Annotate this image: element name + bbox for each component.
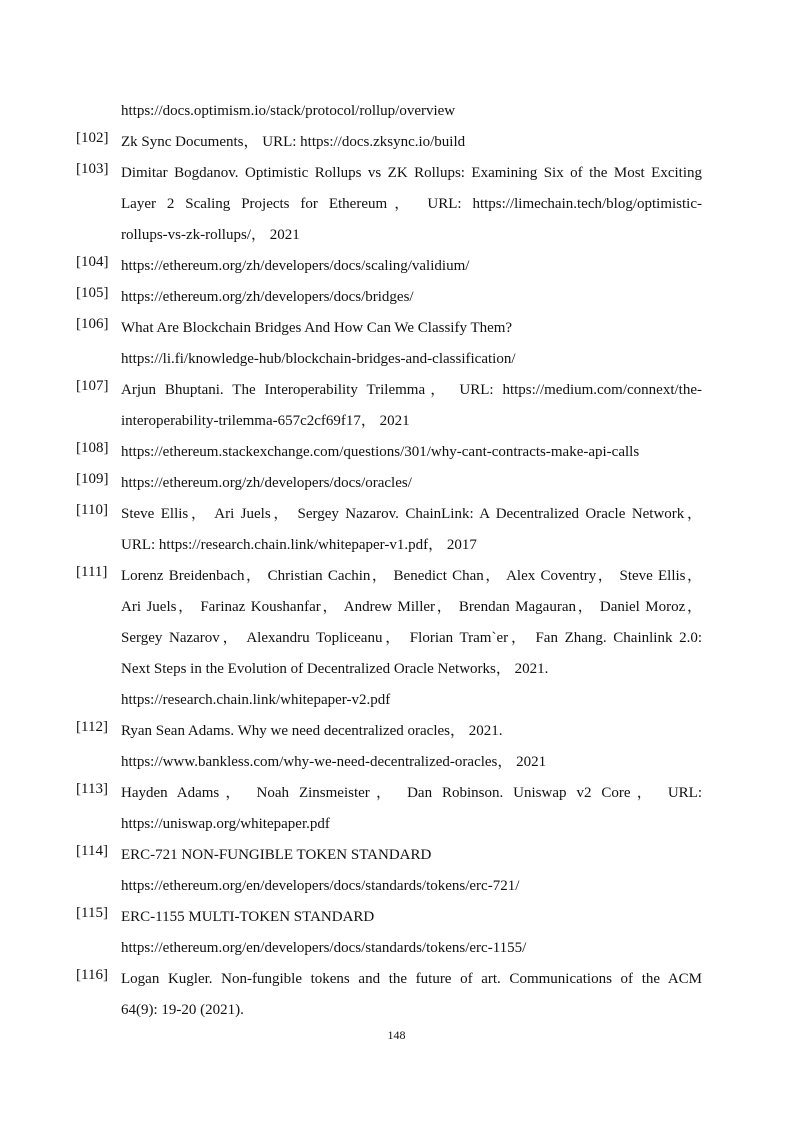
reference-number: [107] [76,378,109,394]
reference-text [121,719,702,781]
reference-line: https://ethereum.org/en/developers/docs/standards/tokens/erc-721/ [121,878,520,894]
reference-line: https://li.fi/knowledge-hub/blockchain-bridges-and-classification/ [121,351,516,367]
reference-line: URL: https://research.chain.link/whitepaper-v1.pdf， 2017 [121,537,477,553]
page-number: 148 [387,1028,406,1042]
reference-list [76,99,702,1029]
reference-line: rollups-vs-zk-rollups/， 2021 [121,227,300,243]
reference-line: https://research.chain.link/whitepaper-v2.pdf [121,692,391,708]
reference-number: [104] [76,254,109,270]
reference-line: Dimitar Bogdanov. Optimistic Rollups vs ZK Rollups: Examining Six of the Most Exciting [121,165,702,181]
reference-number: [109] [76,471,109,487]
reference-text [121,130,702,161]
reference-line: https://uniswap.org/whitepaper.pdf [121,816,330,832]
reference-number: [105] [76,285,109,301]
reference-item [76,99,702,130]
reference-item [76,719,702,781]
reference-line: Logan Kugler. Non-fungible tokens and the future of art. Communications of the ACM [121,971,702,987]
reference-line: https://docs.optimism.io/stack/protocol/rollup/overview [121,103,456,119]
reference-line: Zk Sync Documents， URL: https://docs.zksync.io/build [121,134,466,150]
reference-line: Layer 2 Scaling Projects for Ethereum， URL: https://limechain.tech/blog/optimistic- [121,196,702,212]
reference-text [121,440,702,471]
reference-text [121,905,702,967]
reference-number: [115] [76,905,108,921]
reference-item [76,285,702,316]
reference-text [121,843,702,905]
reference-line: Ryan Sean Adams. Why we need decentralized oracles， 2021. [121,723,503,739]
reference-number: [103] [76,161,109,177]
reference-number: [111] [76,564,108,580]
reference-text [121,378,702,440]
reference-item [76,843,702,905]
reference-item [76,161,702,254]
reference-line: 64(9): 19-20 (2021). [121,1002,244,1018]
reference-line: Hayden Adams， Noah Zinsmeister， Dan Robinson. Uniswap v2 Core， URL: [121,785,702,801]
reference-line: Steve Ellis， Ari Juels， Sergey Nazarov. ChainLink: A Decentralized Oracle Network， [121,506,702,522]
reference-text [121,285,702,316]
reference-number: [112] [76,719,108,735]
reference-text [121,564,702,719]
reference-line: Arjun Bhuptani. The Interoperability Trilemma， URL: https://medium.com/connext/the- [121,382,702,398]
reference-line: Lorenz Breidenbach， Christian Cachin， Benedict Chan， Alex Coventry， Steve Ellis， [121,568,702,584]
reference-text [121,502,702,564]
reference-item [76,254,702,285]
reference-line: https://ethereum.org/en/developers/docs/standards/tokens/erc-1155/ [121,940,527,956]
reference-line: https://ethereum.org/zh/developers/docs/oracles/ [121,475,412,491]
reference-text [121,161,702,254]
reference-item [76,905,702,967]
reference-item [76,502,702,564]
reference-text [121,967,702,1029]
reference-item [76,316,702,378]
reference-text [121,254,702,285]
reference-text [121,781,702,843]
reference-number: [113] [76,781,108,797]
reference-number: [110] [76,502,108,518]
reference-line: https://ethereum.org/zh/developers/docs/bridges/ [121,289,414,305]
reference-line: https://www.bankless.com/why-we-need-decentralized-oracles， 2021 [121,754,547,770]
reference-line: Next Steps in the Evolution of Decentralized Oracle Networks， 2021. [121,661,549,677]
reference-number: [114] [76,843,108,859]
reference-line: https://ethereum.org/zh/developers/docs/scaling/validium/ [121,258,470,274]
reference-item [76,130,702,161]
reference-line: What Are Blockchain Bridges And How Can We Classify Them? [121,320,513,336]
reference-item [76,440,702,471]
reference-text [121,471,702,502]
reference-line: https://ethereum.stackexchange.com/questions/301/why-cant-contracts-make-api-calls [121,444,640,460]
reference-line: interoperability-trilemma-657c2cf69f17， 2021 [121,413,410,429]
reference-number: [102] [76,130,109,146]
reference-number: [108] [76,440,109,456]
reference-line: Ari Juels， Farinaz Koushanfar， Andrew Miller， Brendan Magauran， Daniel Moroz， [121,599,702,615]
reference-item [76,471,702,502]
reference-text [121,99,702,130]
reference-number: [106] [76,316,109,332]
reference-line: ERC-721 NON-FUNGIBLE TOKEN STANDARD [121,847,432,863]
reference-item [76,967,702,1029]
reference-number: [116] [76,967,108,983]
reference-item [76,564,702,719]
reference-item [76,781,702,843]
reference-line: Sergey Nazarov， Alexandru Topliceanu， Florian Tram`er， Fan Zhang. Chainlink 2.0: [121,630,702,646]
reference-text [121,316,702,378]
reference-line: ERC-1155 MULTI-TOKEN STANDARD [121,909,375,925]
reference-item [76,378,702,440]
